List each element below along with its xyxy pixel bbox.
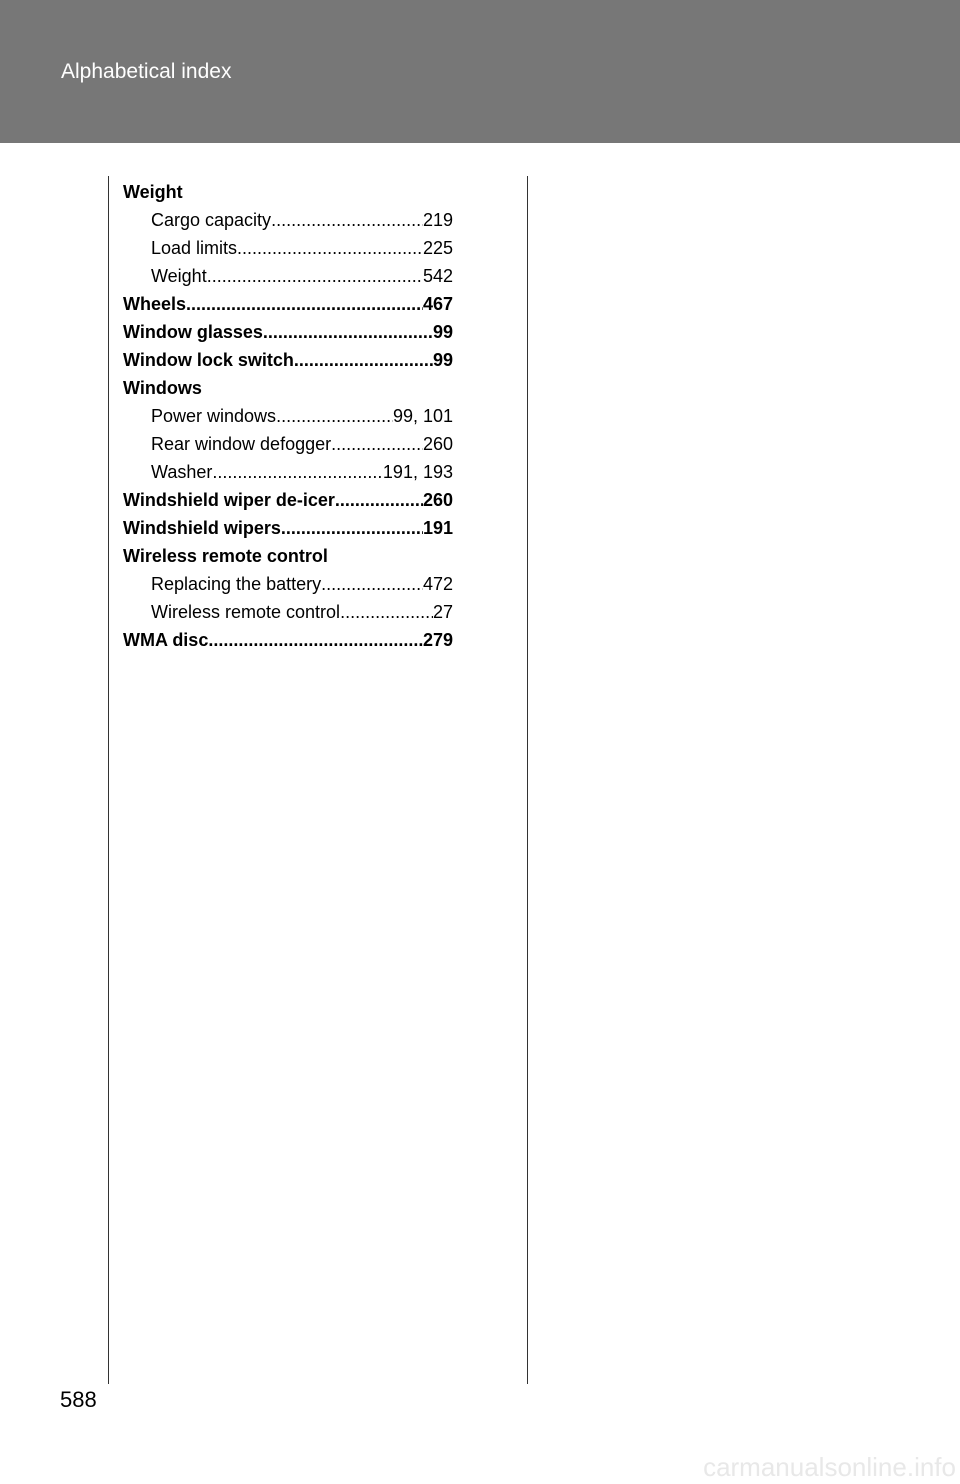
dot-leader (263, 318, 433, 346)
index-page-ref: 219 (422, 210, 453, 230)
index-term: Windshield wiper de-icer (123, 490, 335, 510)
index-entry (123, 346, 453, 374)
index-page-ref: 99 (432, 350, 453, 370)
dot-leader (186, 290, 423, 318)
index-page-ref: 99, 101 (392, 406, 453, 426)
dot-leader (237, 234, 423, 262)
dot-leader (294, 346, 433, 374)
index-entry (123, 318, 453, 346)
index-term: Windshield wipers (123, 518, 281, 538)
page-number: 588 (60, 1387, 97, 1412)
index-page-ref: 260 (422, 434, 453, 454)
index-subentry (123, 262, 453, 290)
index-entry-list (123, 178, 453, 654)
index-page-ref: 191, 193 (382, 462, 453, 482)
index-term: Washer (151, 462, 213, 482)
index-term: Replacing the battery (151, 574, 322, 594)
watermark: carmanualsonline.info (703, 1452, 956, 1482)
index-subentry (123, 234, 453, 262)
index-term: Cargo capacity (151, 210, 272, 230)
index-term: Wheels (123, 294, 187, 314)
index-term: Windows (123, 378, 202, 398)
index-entry (123, 514, 453, 542)
index-term: Power windows (151, 406, 277, 426)
index-entry (123, 626, 453, 654)
index-page-ref: 27 (432, 602, 453, 622)
dot-leader (335, 486, 423, 514)
index-entry (123, 374, 453, 402)
index-term: Wireless remote control (151, 602, 341, 622)
dot-leader (208, 626, 423, 654)
index-subentry (123, 430, 453, 458)
dot-leader (331, 430, 423, 458)
index-entry (123, 178, 453, 206)
index-term: Weight (151, 266, 207, 286)
index-term: Wireless remote control (123, 546, 328, 566)
dot-leader (340, 598, 433, 626)
index-page-ref: 225 (422, 238, 453, 258)
index-page-ref: 542 (422, 266, 453, 286)
index-page-ref: 260 (422, 490, 453, 510)
index-subentry (123, 206, 453, 234)
column-divider-right (527, 176, 528, 1384)
index-term: WMA disc (123, 630, 209, 650)
index-term: Rear window defogger (151, 434, 332, 454)
index-entry (123, 542, 453, 570)
column-divider-left (108, 176, 109, 1384)
index-entry (123, 486, 453, 514)
dot-leader (281, 514, 423, 542)
header-bar (0, 0, 960, 143)
dot-leader (207, 262, 423, 290)
dot-leader (271, 206, 423, 234)
index-term: Load limits (151, 238, 238, 258)
dot-leader (276, 402, 393, 430)
index-page-ref: 467 (422, 294, 453, 314)
index-page-ref: 279 (422, 630, 453, 650)
index-term: Window lock switch (123, 350, 294, 370)
index-subentry (123, 598, 453, 626)
index-page-ref: 191 (422, 518, 453, 538)
dot-leader (321, 570, 423, 598)
index-subentry (123, 402, 453, 430)
index-entry (123, 290, 453, 318)
index-subentry (123, 570, 453, 598)
section-title: Alphabetical index (61, 60, 232, 83)
dot-leader (212, 458, 383, 486)
index-page-ref: 99 (432, 322, 453, 342)
index-term: Weight (123, 182, 183, 202)
index-subentry (123, 458, 453, 486)
index-term: Window glasses (123, 322, 263, 342)
index-page-ref: 472 (422, 574, 453, 594)
